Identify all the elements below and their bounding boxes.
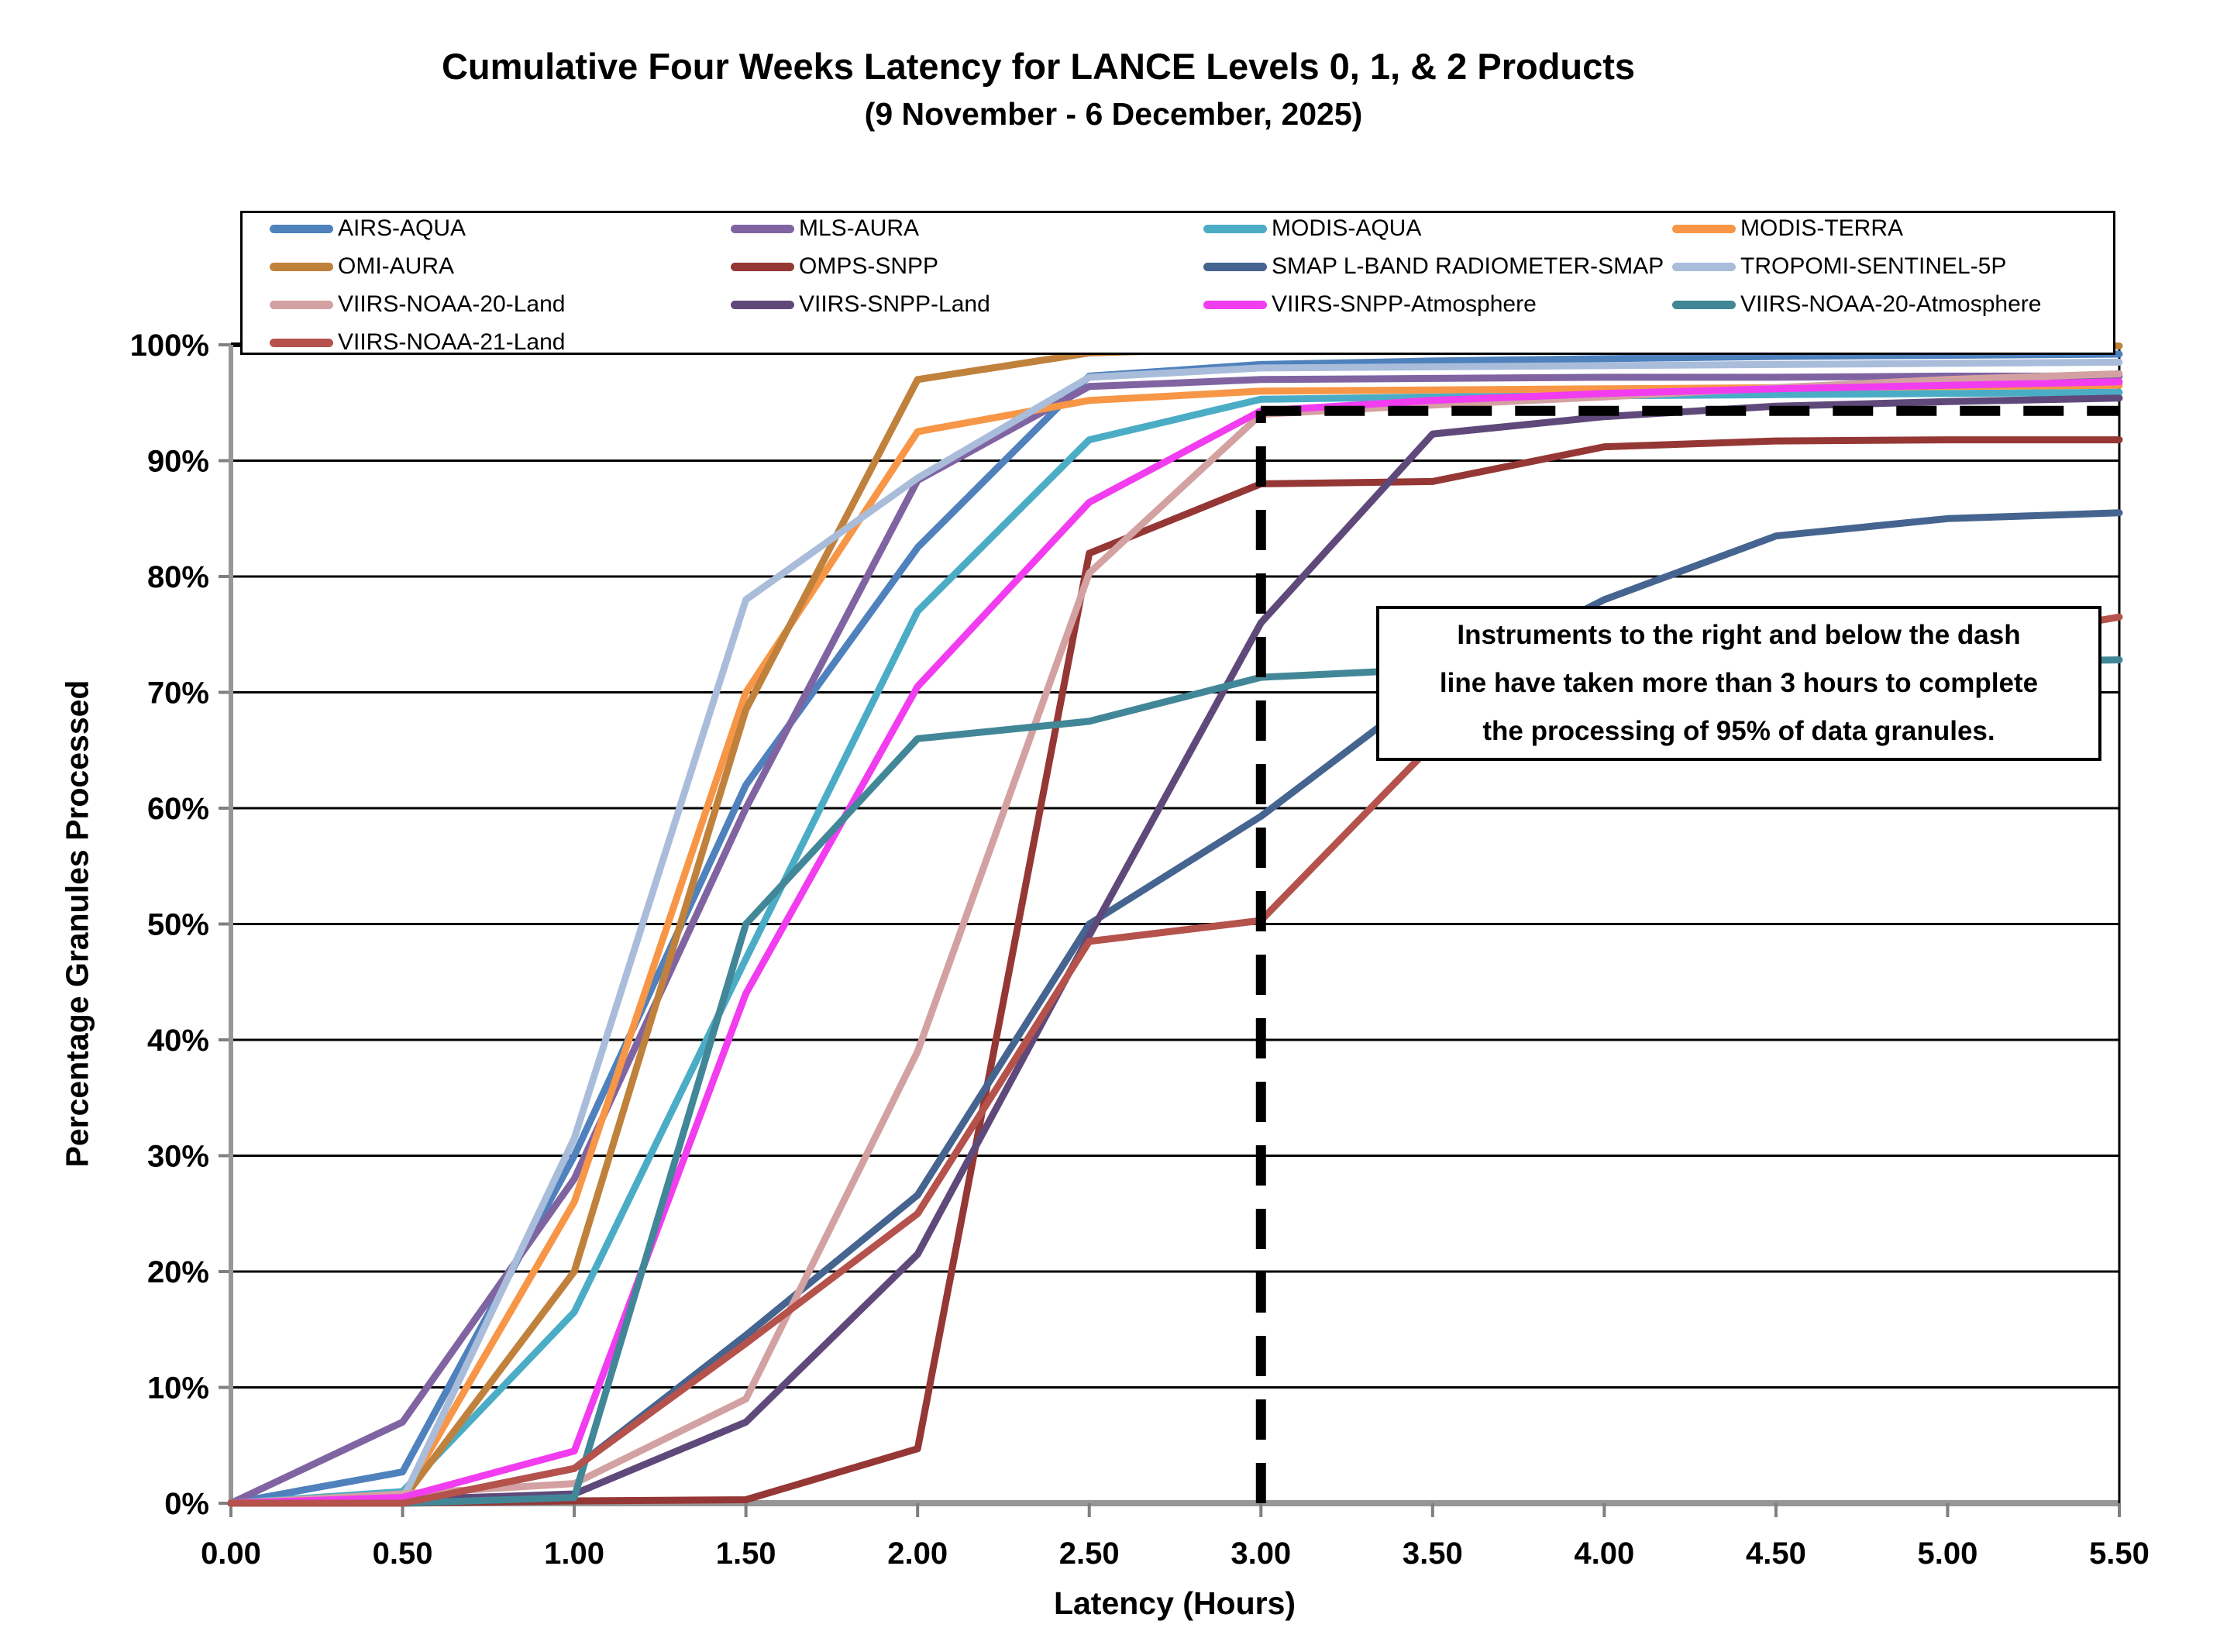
series-line-modis-aqua <box>231 392 2119 1503</box>
annotation-text-line: the processing of 95% of data granules. <box>1482 716 1995 746</box>
legend-item-viirs-snpp-land <box>731 293 990 316</box>
legend-label: OMI-AURA <box>338 253 454 279</box>
y-tick-label: 90% <box>146 444 209 479</box>
series-line-viirs-snpp-land <box>231 398 2119 1503</box>
y-tick-label: 10% <box>146 1371 209 1406</box>
legend-label: VIIRS-SNPP-Land <box>799 291 990 317</box>
legend-swatch <box>1672 301 1736 309</box>
legend-swatch <box>731 225 794 233</box>
legend-label: AIRS-AQUA <box>338 215 466 241</box>
legend-label: OMPS-SNPP <box>799 253 939 279</box>
legend-item-tropomi-sentinel-5p <box>1672 255 2006 278</box>
x-tick-label: 5.00 <box>1917 1537 1978 1571</box>
legend-label: MLS-AURA <box>799 215 920 241</box>
legend-item-modis-terra <box>1672 217 1903 240</box>
x-tick-label: 4.00 <box>1574 1537 1635 1571</box>
x-tick-label: 1.00 <box>544 1537 605 1571</box>
x-tick-label: 0.50 <box>372 1537 433 1571</box>
y-tick-label: 0% <box>164 1487 209 1521</box>
series-line-mls-aura <box>231 376 2119 1503</box>
legend-item-modis-aqua <box>1203 217 1421 240</box>
legend-label: SMAP L-BAND RADIOMETER-SMAP <box>1272 253 1664 279</box>
legend-swatch <box>1203 301 1267 309</box>
legend-item-omps-snpp <box>731 255 938 278</box>
x-tick-label: 5.50 <box>2089 1537 2150 1571</box>
series-line-modis-terra <box>231 385 2119 1503</box>
x-tick-label: 1.50 <box>715 1537 776 1571</box>
legend-item-mls-aura <box>731 217 919 240</box>
legend-swatch <box>1672 225 1736 233</box>
legend-label: TROPOMI-SENTINEL-5P <box>1740 253 2007 279</box>
legend-item-smap-l-band-radiometer-smap <box>1203 255 1664 278</box>
annotation-text-line: line have taken more than 3 hours to complete <box>1439 668 2039 698</box>
annotation-box <box>1376 606 2101 761</box>
y-axis-title: Percentage Granules Processed <box>59 680 95 1168</box>
chart-subtitle: (9 November - 6 December, 2025) <box>864 96 1363 132</box>
x-tick-label: 3.50 <box>1402 1537 1463 1571</box>
y-tick-label: 20% <box>146 1255 209 1289</box>
legend-item-airs-aqua <box>270 217 466 240</box>
x-tick-label: 0.00 <box>201 1537 261 1571</box>
annotation-text-line: Instruments to the right and below the dash <box>1457 620 2021 650</box>
legend-swatch <box>270 263 333 271</box>
x-tick-label: 4.50 <box>1745 1537 1806 1571</box>
legend-item-viirs-noaa-21-land <box>270 331 565 354</box>
legend-item-viirs-noaa-20-land <box>270 293 565 316</box>
y-tick-label: 30% <box>146 1139 209 1174</box>
y-tick-label: 100% <box>129 329 209 363</box>
legend-swatch <box>1672 263 1736 271</box>
legend-swatch <box>731 301 794 309</box>
legend-swatch <box>1203 263 1267 271</box>
legend-swatch <box>731 263 794 271</box>
x-tick-label: 2.00 <box>887 1537 948 1571</box>
legend-item-omi-aura <box>270 255 454 278</box>
x-axis-title: Latency (Hours) <box>1053 1585 1296 1621</box>
x-tick-label: 3.00 <box>1231 1537 1292 1571</box>
y-tick-label: 50% <box>146 907 209 942</box>
legend-swatch <box>1203 225 1267 233</box>
x-tick-label: 2.50 <box>1058 1537 1120 1571</box>
series-line-omps-snpp <box>231 440 2119 1503</box>
y-tick-label: 60% <box>146 792 209 826</box>
legend-item-viirs-snpp-atmosphere <box>1203 293 1537 316</box>
legend-label: VIIRS-NOAA-21-Land <box>338 329 566 355</box>
y-tick-label: 70% <box>146 676 209 711</box>
legend-swatch <box>270 225 333 233</box>
legend-swatch <box>270 301 333 309</box>
series-line-viirs-snpp-atmosphere <box>231 382 2119 1503</box>
legend-label: VIIRS-SNPP-Atmosphere <box>1272 291 1537 317</box>
legend-label: VIIRS-NOAA-20-Land <box>338 291 566 317</box>
legend-label: MODIS-TERRA <box>1740 215 1903 241</box>
legend-label: MODIS-AQUA <box>1272 215 1422 241</box>
legend-swatch <box>270 339 333 347</box>
legend <box>240 211 2115 355</box>
legend-label: VIIRS-NOAA-20-Atmosphere <box>1740 291 2042 317</box>
legend-item-viirs-noaa-20-atmosphere <box>1672 293 2041 316</box>
series-line-viirs-noaa-20-land <box>231 373 2119 1503</box>
chart-title: Cumulative Four Weeks Latency for LANCE Levels 0, 1, & 2 Products <box>441 46 1636 87</box>
y-tick-label: 40% <box>146 1024 209 1058</box>
y-tick-label: 80% <box>146 560 209 594</box>
